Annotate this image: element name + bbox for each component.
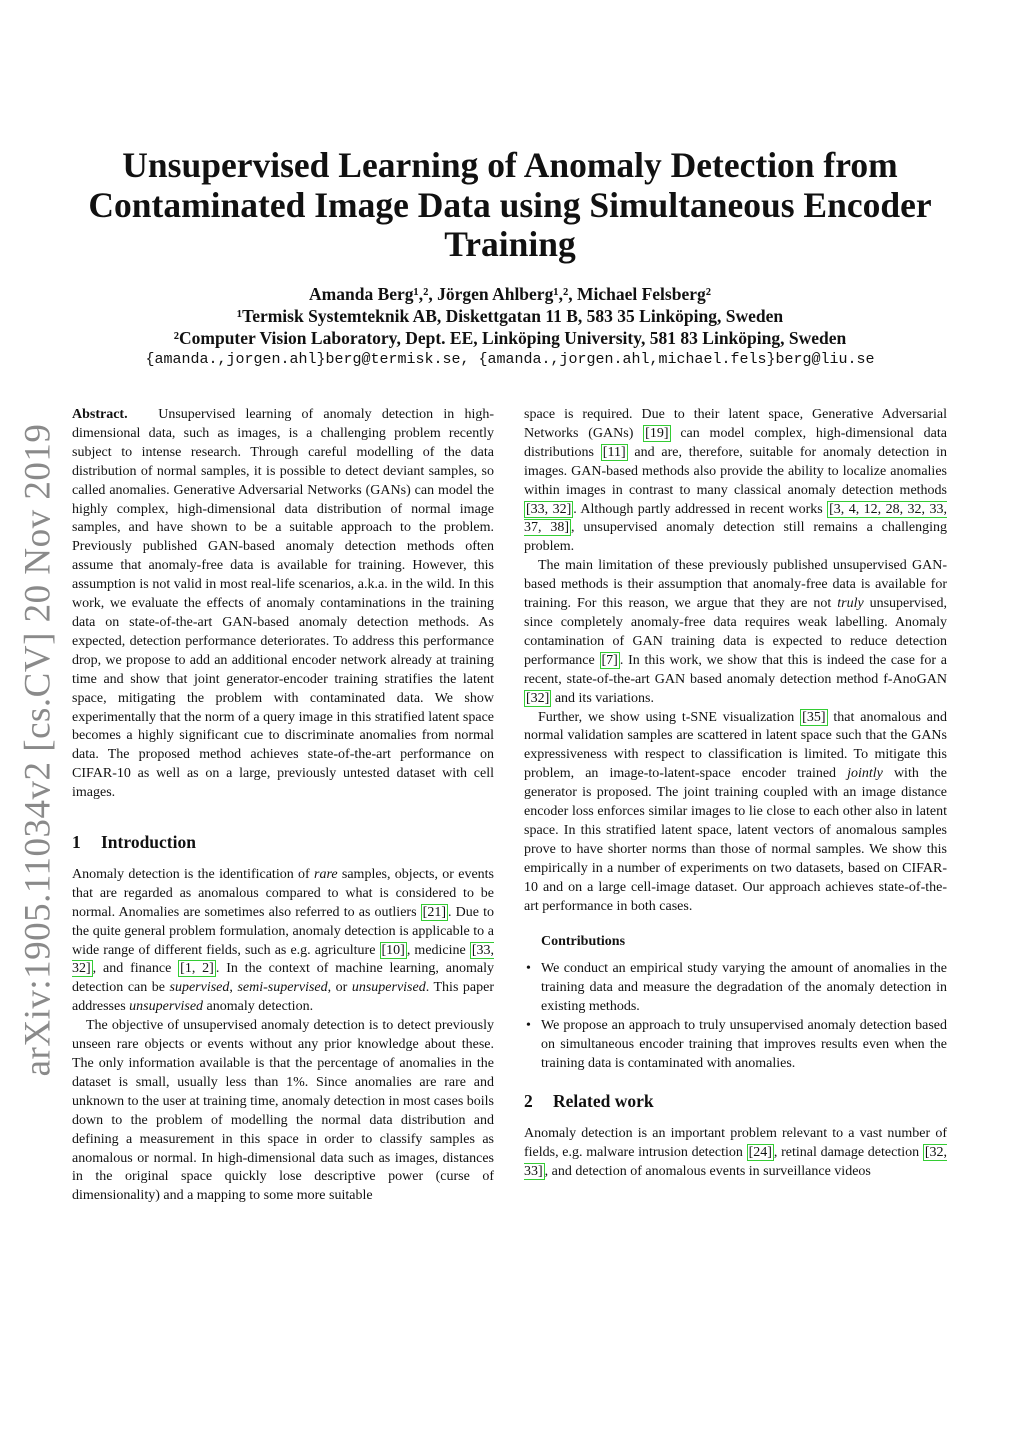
bullet-icon: •: [526, 961, 531, 977]
paper-title: Unsupervised Learning of Anomaly Detection from Contaminated Image Data using Simultaneous Encoder Training: [88, 145, 932, 264]
intro-paragraph-1: Anomaly detection is the identification of rare samples, objects, or events that are regarded as anomalous compared to what is considered to be normal. Anomalies are sometimes also referred to as outliers [21] . Due to the quite general problem formulation, anomaly detection is applicable to a wide range of different fields, such as e.g. agriculture [10] , medicine [33, 32] , and finance [1, 2] . In the context of machine learning, anomaly detection can be supervised, semi-supervised, or unsupervised. This paper addresses unsupervised anomaly detection.: [72, 866, 495, 1015]
intro-paragraph-5: Further, we show using t-SNE visualization [35] that anomalous and normal validation samples are scattered in latent space such that the GANs expressiveness with respect to classification is limited. To mitigate this problem, an image-to-latent-space encoder trained jointly with the generator is proposed. The joint training coupled with an image distance encoder loss enforces similar images to lie close to each other also in latent space. In this stratified latent space, latent vectors of anomalous samples prove to have shorter norms than those of normal samples. We show this empirically in a number of experiments on two datasets, based on CIFAR-10 and on a large cell-image dataset. Our approach achieves state-of-the-art performance in both cases.: [524, 709, 947, 914]
email-addresses: {amanda.,jorgen.ahl}berg@termisk.se, {amanda.,jorgen.ahl,michael.fels}berg@liu.se: [145, 351, 875, 368]
citation-link[interactable]: [24]: [748, 1144, 772, 1160]
citation-link[interactable]: [19]: [645, 425, 669, 441]
section-title: Related work: [553, 1090, 654, 1111]
contributions-heading: Contributions: [541, 934, 626, 950]
section-heading-related-work: [524, 1092, 947, 1111]
citation-link[interactable]: [1, 2]: [180, 961, 214, 977]
abstract-label: Abstract.: [72, 407, 128, 422]
arxiv-id-text: arXiv:1905.11034v2 [cs.CV] 20 Nov 2019: [17, 423, 59, 1077]
list-item: • We propose an approach to truly unsupervised anomaly detection based on simultaneous encoder training that improves results even when the training data is contaminated with anomalies.: [526, 1018, 947, 1071]
citation-link[interactable]: [33, 32]: [526, 501, 572, 517]
citation-link[interactable]: [32, 33]: [524, 1144, 947, 1179]
arxiv-identifier: [14, 423, 62, 1077]
intro-paragraph-2: The objective of unsupervised anomaly detection is to detect previously unseen rare objects or events without any prior knowledge about these. The only information available is that the percentage of anomalies in the dataset is small, usually less than 1%. Since anomalies are rare and unknown to the user at training time, anomaly detection in most cases boils down to the problem of modelling the normal data distribution and defining a measurement in this space in order to classify samples as anomalous or normal. In high-dimensional data such as images, distances in the original space quickly lose descriptive power (curse of dimensionality) and a mapping to some more suitable: [72, 1018, 494, 1204]
abstract: [72, 406, 494, 803]
related-work-paragraph-1: Anomaly detection is an important problem relevant to a vast number of fields, e.g. malware intrusion detection [24] , retinal damage detection [32, 33] , and detection of anomalous events in surveillance videos: [524, 1125, 947, 1179]
bullet-icon: •: [526, 1018, 531, 1034]
left-column: [72, 406, 494, 1206]
section-title: Introduction: [101, 832, 196, 853]
citation-link[interactable]: [32]: [526, 690, 550, 706]
citation-link[interactable]: [33, 32]: [72, 942, 495, 977]
contributions-list: [524, 960, 947, 1073]
section-number: 1: [72, 832, 81, 853]
citation-link[interactable]: [35]: [802, 709, 826, 725]
authors-line: Amanda Berg¹,², Jörgen Ahlberg¹,², Michael Felsberg²: [309, 284, 711, 304]
citation-link[interactable]: [3, 4, 12, 28, 32, 33, 37, 38]: [524, 501, 947, 536]
abstract-text: Unsupervised learning of anomaly detection in high-dimensional data, such as images, is a challenging problem recently subject to intense research. Through careful modelling of the data distribution of normal samples, it is possible to detect deviant samples, so called anomalies. Generative Adversarial Networks (GANs) can model the highly complex, high-dimensional data distribution of normal image samples, and have shown to be a suitable approach to the problem. Previously published GAN-based anomaly detection methods often assume that anomaly-free data is available for training. However, this assumption is not valid in most real-life scenarios, a.k.a. in the wild. In this work, we evaluate the effects of anomaly contaminations in the training data on state-of-the-art GAN-based anomaly detection methods. As expected, detection performance deteriorates. To address this performance drop, we propose to add an additional encoder network already at training time and show that joint generator-encoder training stratifies the latent space, mitigating the problem with contaminated data. We show experimentally that the norm of a query image in this stratified latent space becomes a highly significant cue to discriminate anomalies from normal data. The proposed method achieves state-of-the-art performance on CIFAR-10 as well as on a large, previously untested dataset with cell images.: [72, 407, 494, 801]
section-heading-introduction: [72, 833, 494, 852]
right-column: [524, 406, 947, 1181]
section-number: 2: [524, 1090, 533, 1111]
affiliation-2: ²Computer Vision Laboratory, Dept. EE, Linköping University, 581 83 Linköping, Sweden: [173, 328, 847, 348]
citation-link[interactable]: [11]: [602, 444, 626, 460]
list-item: • We conduct an empirical study varying the amount of anomalies in the training data and measure the degradation of the anomaly detection in existing methods.: [526, 961, 947, 1015]
intro-paragraph-3: space is required. Due to their latent space, Generative Adversarial Networks (GANs) [19] can model complex, high-dimensional data distributions [11] and are, therefore, suitable for anomaly detection in images. GAN-based methods also provide the ability to localize anomalies within images in contrast to many classical anomaly detection methods [33, 32] . Although partly addressed in recent works [3, 4, 12, 28, 32, 33, 37, 38] , unsupervised anomaly detection still remains a challenging problem.: [524, 407, 947, 555]
author-block: [60, 283, 960, 371]
citation-link[interactable]: [21]: [422, 904, 446, 920]
intro-paragraph-4: The main limitation of these previously published unsupervised GAN-based methods is their assumption that anomaly-free data is available for training. For this reason, we argue that they are not truly unsupervised, since completely anomaly-free data requires weak labelling. Anomaly contamination of GAN training data is expected to reduce detection performance [7] . In this work, we show that this is indeed the case for a recent, state-of-the-art GAN based anomaly detection method f-AnoGAN [32] and its variations.: [524, 558, 948, 706]
affiliation-1: ¹Termisk Systemteknik AB, Diskettgatan 11 B, 583 35 Linköping, Sweden: [236, 306, 784, 326]
citation-link[interactable]: [10]: [381, 942, 405, 958]
citation-link[interactable]: [7]: [601, 652, 618, 668]
